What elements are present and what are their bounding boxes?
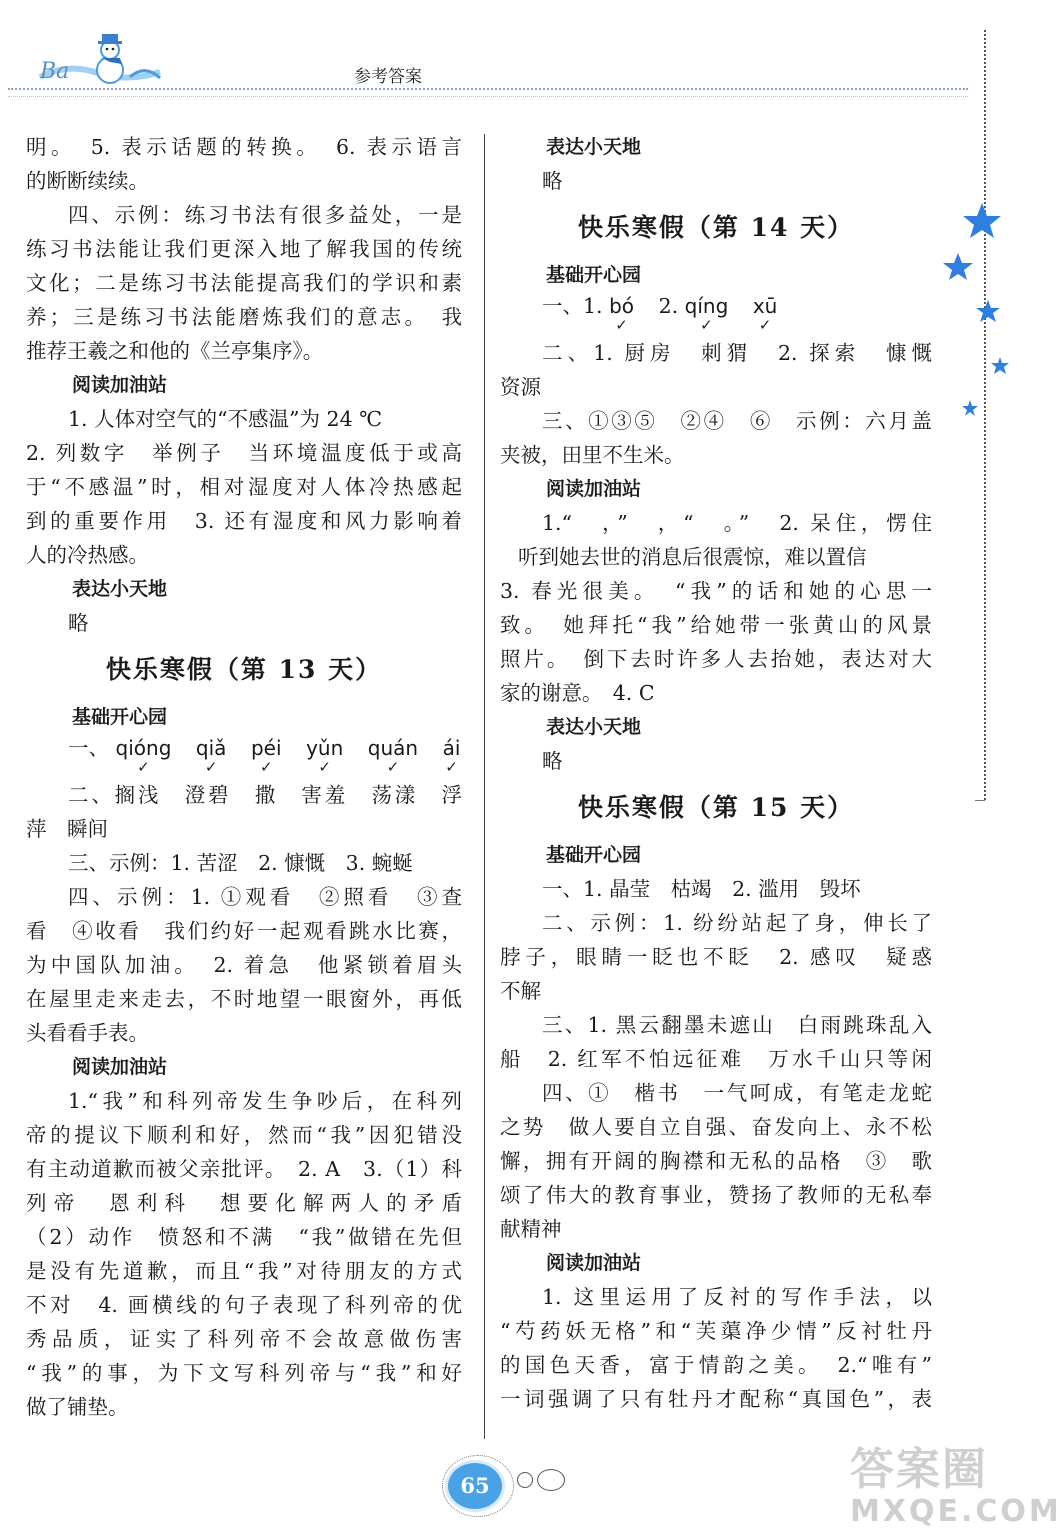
text-line: 夹被，田里不生米。 (500, 443, 685, 467)
text-line: 二、1. 厨房 刺猬 2. 探索 慷慨 (542, 341, 932, 365)
text-line: 的断断续续。 (26, 169, 149, 193)
pinyin-answer: quán ✓ (367, 736, 419, 776)
text-line: 人的冷热感。 (26, 543, 149, 567)
text-line: 为中国队加油。 2. 着急 他紧锁着眉头 (26, 953, 462, 977)
text-line: 不解 (500, 979, 541, 1003)
text-line: 在屋里走来走去，不时地望一眼窗外，再低 (26, 987, 462, 1011)
pinyin-answer: péi ✓ (250, 736, 282, 776)
text-line: 略 (542, 169, 563, 193)
text-line: 有主动道歉而被父亲批评。 2. A 3.（1）科 (26, 1157, 462, 1181)
section-label: 阅读加油站 (546, 478, 642, 500)
pinyin-answer: qíng ✓ (684, 294, 729, 334)
check-mark-icon: ✓ (445, 758, 458, 776)
day-15-heading: 快乐寒假（第 15 天） (577, 793, 855, 822)
text-line: 明。 5. 表示话题的转换。 6. 表示语言 (26, 135, 462, 159)
pinyin-number: 2. (658, 294, 679, 318)
text-line: 2. 列数字 举例子 当环境温度低于或高 (26, 441, 462, 465)
text-line: 不对 4. 画横线的句子表现了科列帝的优 (26, 1293, 462, 1317)
day-14-heading: 快乐寒假（第 14 天） (577, 213, 855, 242)
header-rule (8, 88, 968, 90)
text-line: 一词强调了只有牡丹才配称“真国色”，表 (500, 1387, 932, 1411)
text-line: 推荐王羲之和他的《兰亭集序》。 (26, 339, 324, 363)
text-line: 之势 做人要自立自强、奋发向上、永不松 (500, 1115, 932, 1139)
text-line: 懈，拥有开阔的胸襟和无私的品格 ③ 歌 (500, 1149, 932, 1173)
text-line: 致。 她拜托“我”给她带一张黄山的风景 (500, 613, 932, 637)
text-line: 三、①③⑤ ②④ ⑥ 示例：六月盖 (542, 409, 932, 433)
page-number: 65 (448, 1463, 502, 1509)
check-mark-icon: ✓ (700, 316, 713, 334)
text-line: 做了铺垫。 (26, 1395, 129, 1419)
text-line: 练习书法能让我们更深入地了解我国的传统 (26, 237, 462, 261)
text-line: 1.“ ，” ，“ 。” 2. 呆住，愣住 (542, 511, 932, 535)
check-mark-icon: ✓ (137, 758, 150, 776)
watermark-line1: 答案圈 (850, 1444, 988, 1495)
pinyin-answer: qióng ✓ (115, 736, 172, 776)
text-line: “我”的事，为下文写科列帝与“我”和好 (26, 1361, 462, 1385)
text-line: 听到她去世的消息后很震惊，难以置信 (518, 545, 867, 569)
text-line: 二、搁浅 澄碧 撒 害羞 荡漾 浮 (68, 783, 462, 807)
text-line: 是没有先道歉，而且“我”对待朋友的方式 (26, 1259, 462, 1283)
pinyin-answer: xū ✓ (752, 294, 778, 334)
watermark (850, 1444, 1062, 1533)
pinyin-answer: qiǎ ✓ (195, 736, 227, 776)
section-label: 表达小天地 (546, 716, 642, 738)
text-line: 四、① 楷书 一气呵成，有笔走龙蛇 (542, 1081, 932, 1105)
section-label: 表达小天地 (72, 578, 168, 600)
pinyin-row (26, 734, 462, 778)
text-line: 看 ④收看 我们约好一起观看跳水比赛， (26, 919, 462, 943)
text-line: 家的谢意。 4. C (500, 681, 655, 705)
svg-text:Ba: Ba (40, 59, 70, 84)
text-line: 秀品质，证实了科列帝不会故意做伤害 (26, 1327, 462, 1351)
section-label: 基础开心园 (546, 264, 642, 286)
text-line: 于“不感温”时，相对湿度对人体冷热感起 (26, 475, 462, 499)
text-line: 头看看手表。 (26, 1021, 149, 1045)
pinyin-answer: ái ✓ (442, 736, 461, 776)
check-mark-icon: ✓ (204, 758, 218, 776)
text-line: 四、示例：练习书法有很多益处，一是 (68, 203, 462, 227)
text-line: 船 2. 红军不怕远征难 万水千山只等闲 (500, 1047, 932, 1071)
text-line: 列帝 恩利科 想要化解两人的矛盾 (26, 1191, 462, 1215)
text-line: 1. 这里运用了反衬的写作手法，以 (542, 1285, 932, 1309)
text-line: 颂了伟大的教育事业，赞扬了教师的无私奉 (500, 1183, 932, 1207)
section-label: 阅读加油站 (546, 1252, 642, 1274)
check-mark-icon: ✓ (318, 758, 331, 776)
header-rule-secondary (8, 96, 968, 97)
right-rule-tail (975, 800, 985, 801)
decor-circle-icon (537, 1469, 565, 1491)
text-line: 帝的提议下顺利和好，然而“我”因犯错没 (26, 1123, 462, 1147)
header-title: 参考答案 (354, 67, 422, 87)
text-line: 萍 瞬间 (26, 817, 108, 841)
day-13-heading: 快乐寒假（第 13 天） (105, 655, 383, 684)
section-label: 基础开心园 (72, 706, 168, 728)
section-label: 基础开心园 (546, 844, 642, 866)
text-line: 3. 春光很美。 “我”的话和她的心思一 (500, 579, 932, 603)
text-line: 一、1. 晶莹 枯竭 2. 滥用 毁坏 (542, 877, 861, 901)
text-line: 献精神 (500, 1217, 562, 1241)
text-line: 到的重要作用 3. 还有湿度和风力影响着 (26, 509, 462, 533)
pinyin-prefix: 一、1. (542, 294, 603, 318)
text-line: 文化；二是练习书法能提高我们的学识和素 (26, 271, 462, 295)
section-label: 阅读加油站 (72, 374, 168, 396)
text-line: 三、示例：1. 苦涩 2. 慷慨 3. 蜿蜒 (68, 851, 413, 875)
text-line: （2）动作 愤怒和不满 “我”做错在先但 (26, 1225, 462, 1249)
star-icon (930, 195, 1030, 435)
text-line: 的国色天香，富于情韵之美。 2.“唯有” (500, 1353, 932, 1377)
pinyin-row (500, 292, 932, 336)
decor-circle-icon (517, 1472, 533, 1488)
text-line: “芍药妖无格”和“芙蕖净少情”反衬牡丹 (500, 1319, 932, 1343)
text-line: 四、示例：1. ①观看 ②照看 ③查 (68, 885, 462, 909)
text-line: 脖子，眼睛一眨也不眨 2. 感叹 疑惑 (500, 945, 932, 969)
pinyin-answer: bó ✓ (609, 294, 635, 334)
watermark-line2: MXQE.COM (850, 1494, 1062, 1529)
text-line: 二、示例：1. 纷纷站起了身，伸长了 (542, 911, 932, 935)
check-mark-icon: ✓ (615, 316, 628, 334)
text-line: 略 (68, 611, 89, 635)
check-mark-icon: ✓ (758, 316, 772, 334)
pinyin-answer: yǔn ✓ (306, 736, 344, 776)
page-header (0, 0, 1035, 100)
text-line: 养；三是练习书法能磨炼我们的意志。 我 (26, 305, 462, 329)
text-line: 照片。 倒下去时许多人去抬她，表达对大 (500, 647, 932, 671)
text-line: 资源 (500, 375, 541, 399)
text-line: 三、1. 黑云翻墨未遮山 白雨跳珠乱入 (542, 1013, 932, 1037)
left-column (26, 130, 462, 1424)
section-label: 阅读加油站 (72, 1056, 168, 1078)
text-line: 1.“我”和科列帝发生争吵后，在科列 (68, 1089, 462, 1113)
text-line: 略 (542, 749, 563, 773)
right-column (500, 130, 932, 1416)
snowman-icon (10, 22, 170, 92)
section-label: 表达小天地 (546, 136, 642, 158)
check-mark-icon: ✓ (386, 758, 400, 776)
text-line: 1. 人体对空气的“不感温”为 24 ℃ (68, 407, 383, 431)
pinyin-prefix: 一、 (68, 736, 109, 760)
column-divider (484, 134, 485, 1439)
check-mark-icon: ✓ (259, 758, 273, 776)
